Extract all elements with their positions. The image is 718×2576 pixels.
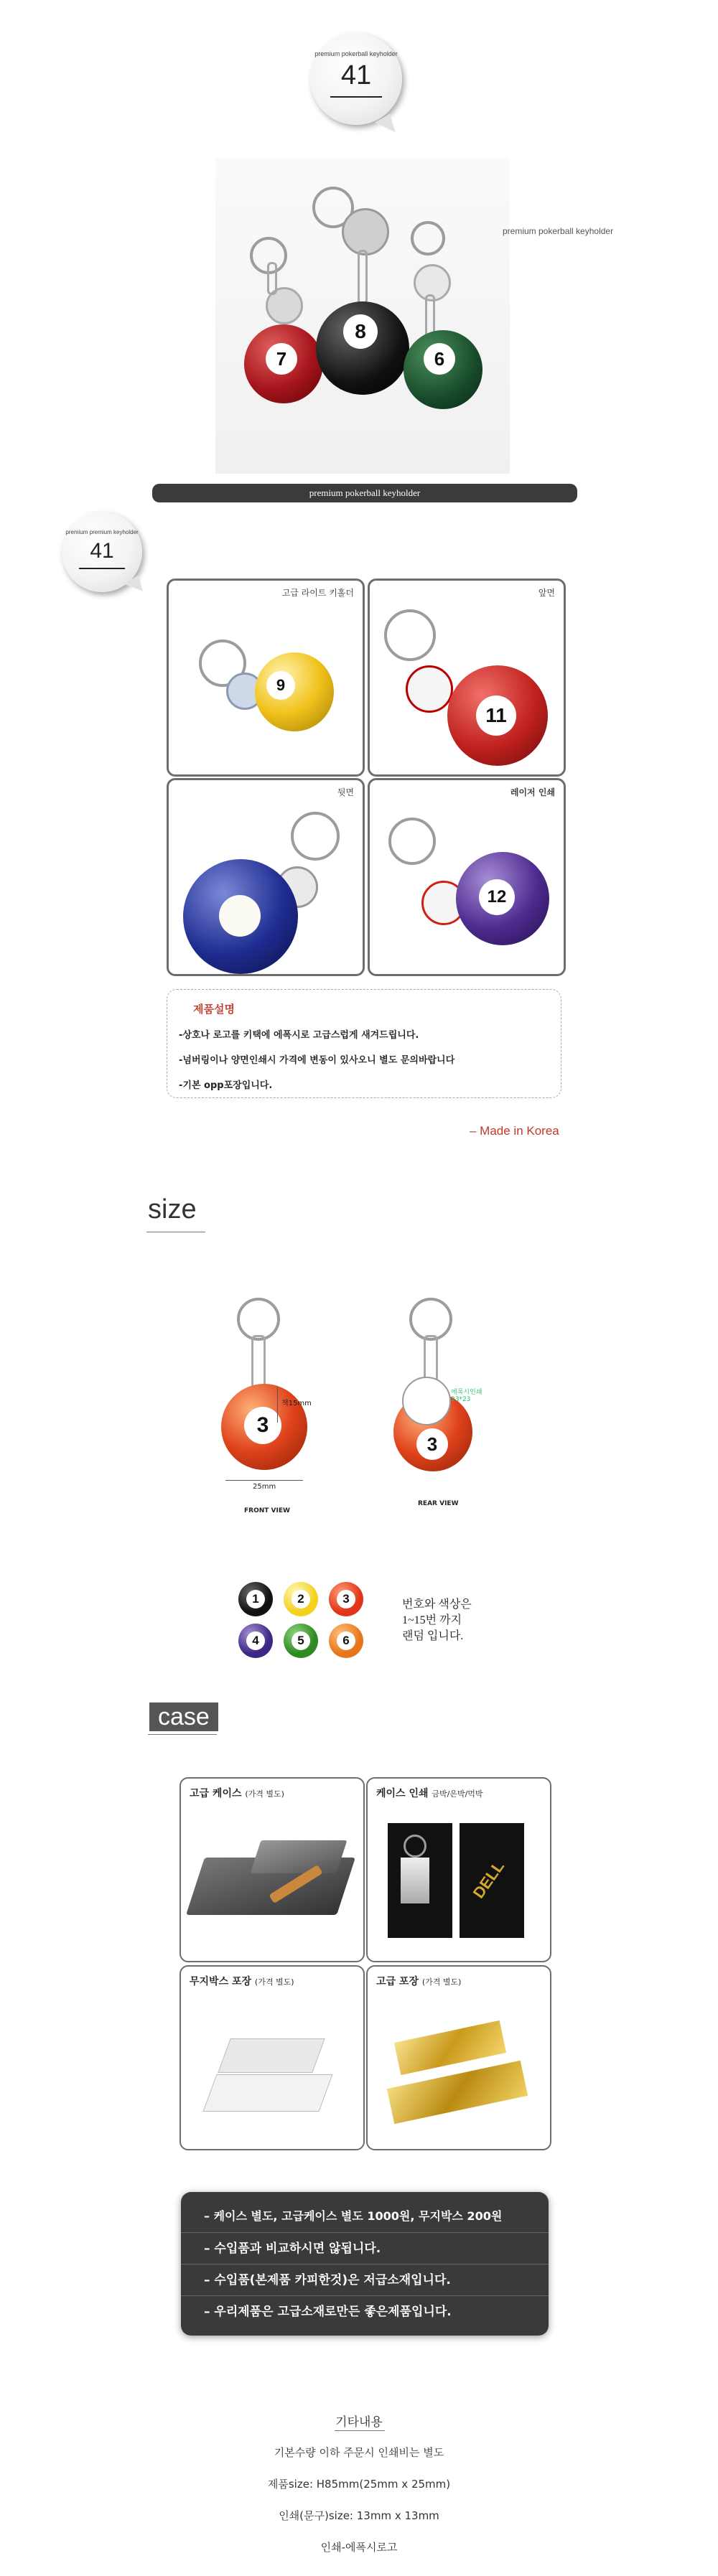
case-brand-print: DELL <box>469 1858 508 1902</box>
product-title-bar: premium pokerball keyholder <box>152 484 577 502</box>
card-tag <box>406 665 453 713</box>
hero-ball-8-number: 8 <box>343 314 378 349</box>
size-note-line: 1~15번 까지 <box>402 1614 462 1626</box>
case-label-text: 고급 포장 <box>376 1976 419 1987</box>
hero-chain-2 <box>358 250 368 304</box>
case-notes-box <box>181 2192 549 2336</box>
rear-ball-number: 3 <box>416 1428 448 1460</box>
card-ring <box>384 609 436 661</box>
section-badge-number: 41 <box>90 539 114 563</box>
product-caption: 레이저 인쇄 <box>510 787 555 797</box>
badge-small-text: premium pokerball keyholder <box>314 50 398 57</box>
case-label-text: 고급 케이스 <box>190 1788 242 1799</box>
case-card-plainbox <box>180 1965 365 2150</box>
case-note-row: – 수입품과 비교하시면 않됩니다. <box>181 2232 549 2264</box>
front-dim-width: 25mm <box>253 1483 276 1491</box>
plainbox-image-bottom <box>203 2074 333 2112</box>
case-label-text: 무지박스 포장 <box>190 1976 252 1987</box>
case-ring <box>404 1835 426 1858</box>
front-dim-height: 책15mm <box>281 1400 312 1408</box>
case-card-print <box>366 1777 551 1962</box>
card-ball-yellow <box>255 652 334 731</box>
case-label <box>190 1974 294 1988</box>
description-title: 제품설명 <box>193 1003 235 1016</box>
description-line: -기본 opp포장입니다. <box>179 1080 273 1091</box>
pool-ball-number: 6 <box>337 1631 355 1650</box>
card-ring <box>388 818 436 865</box>
other-info-line: 기본수량 이하 주문시 인쇄비는 별도 <box>274 2446 444 2459</box>
front-chain <box>251 1335 266 1390</box>
pool-ball-2 <box>284 1582 318 1616</box>
product-card-laser <box>368 778 566 976</box>
card-ball-white-spot <box>219 895 261 937</box>
other-info-line: 인쇄(문구)size: 13mm x 13mm <box>279 2509 439 2522</box>
case-title: case <box>149 1702 218 1731</box>
front-ball-number: 3 <box>244 1407 281 1444</box>
badge-number: 41 <box>340 60 372 90</box>
pool-ball-number: 1 <box>246 1590 265 1608</box>
header-badge <box>310 33 402 125</box>
section-badge-small-text: premium premium keyholder <box>65 529 139 535</box>
hero-photo <box>215 158 510 474</box>
case-metal-tag <box>401 1858 429 1903</box>
front-dim-width-line <box>225 1480 303 1481</box>
hero-ball-6-number: 6 <box>424 343 455 375</box>
pool-ball-number: 3 <box>337 1590 355 1608</box>
pool-ball-number: 5 <box>292 1631 310 1650</box>
other-info-line: 인쇄-에폭시로고 <box>320 2541 398 2554</box>
size-note-line: 랜덤 입니다. <box>402 1630 464 1642</box>
pool-ball-5 <box>284 1624 318 1658</box>
pool-ball-1 <box>238 1582 273 1616</box>
front-dim-height-line <box>277 1387 278 1423</box>
card-ball-number: 11 <box>476 695 516 736</box>
rear-tag <box>402 1377 451 1425</box>
case-note-row: – 우리제품은 고급소재로만든 좋은제품입니다. <box>181 2295 549 2327</box>
description-box <box>167 989 561 1098</box>
other-info-title-underline <box>335 2430 385 2431</box>
case-label-text: 케이스 인쇄 <box>376 1788 429 1799</box>
plainbox-image-top <box>218 2038 325 2073</box>
rear-ring <box>409 1298 452 1341</box>
description-line: -상호나 로고를 키택에 에폭시로 고급스럽게 새겨드립니다. <box>179 1030 419 1041</box>
case-note-row: – 케이스 별도, 고급케이스 별도 1000원, 무지박스 200원 <box>204 2209 503 2223</box>
badge-underline <box>330 96 382 98</box>
card-ball-number: 9 <box>266 671 295 700</box>
hero-chain-1 <box>267 262 277 295</box>
pool-ball-4 <box>238 1624 273 1658</box>
product-card-front <box>368 579 566 777</box>
hero-ball-7-number: 7 <box>266 343 297 375</box>
case-card-premium <box>180 1777 365 1962</box>
pool-ball-6 <box>329 1624 363 1658</box>
rear-view-label: REAR VIEW <box>418 1500 459 1507</box>
product-caption: 뒷면 <box>337 787 354 797</box>
front-ring <box>237 1298 280 1341</box>
case-label <box>376 1786 483 1800</box>
made-in-korea: – Made in Korea <box>470 1124 559 1138</box>
product-caption: 고급 라이트 키홀더 <box>281 588 354 598</box>
case-label-sub: (가격 별도) <box>421 1977 462 1987</box>
card-ball-number: 12 <box>479 879 515 915</box>
case-box-lid <box>251 1840 348 1873</box>
product-card-light <box>167 579 365 777</box>
other-info-title: 기타내용 <box>335 2415 383 2430</box>
hero-tag-2 <box>342 208 389 256</box>
rear-note: 에폭시인쇄 23*23 <box>451 1389 482 1403</box>
product-card-back <box>167 778 365 976</box>
case-label <box>190 1786 284 1800</box>
front-view-label: FRONT VIEW <box>244 1507 290 1514</box>
hero-ring-3 <box>411 221 445 256</box>
case-note-row: – 수입품(본제품 카피한것)은 저급소재입니다. <box>181 2264 549 2295</box>
case-title-underline <box>148 1734 217 1735</box>
pool-ball-number: 4 <box>246 1631 265 1650</box>
case-card-gift <box>366 1965 551 2150</box>
description-line: -넘버링이나 양면인쇄시 가격에 변동이 있사오니 별도 문의바랍니다 <box>179 1055 455 1066</box>
pool-ball-3 <box>329 1582 363 1616</box>
case-label-sub: (가격 별도) <box>245 1789 284 1799</box>
case-label-sub: (가격 별도) <box>254 1977 294 1987</box>
hero-caption: premium pokerball keyholder <box>503 226 614 236</box>
pool-ball-number: 2 <box>292 1590 310 1608</box>
case-label <box>376 1974 461 1988</box>
size-note-line: 번호와 색상은 <box>402 1598 472 1611</box>
case-label-sub: 금박/은박/먹박 <box>432 1789 483 1799</box>
product-caption: 앞면 <box>538 588 555 598</box>
size-title: size <box>148 1194 197 1224</box>
card-ring <box>291 812 340 861</box>
section-badge-underline <box>79 568 125 569</box>
other-info-line: 제품size: H85mm(25mm x 25mm) <box>267 2478 451 2491</box>
